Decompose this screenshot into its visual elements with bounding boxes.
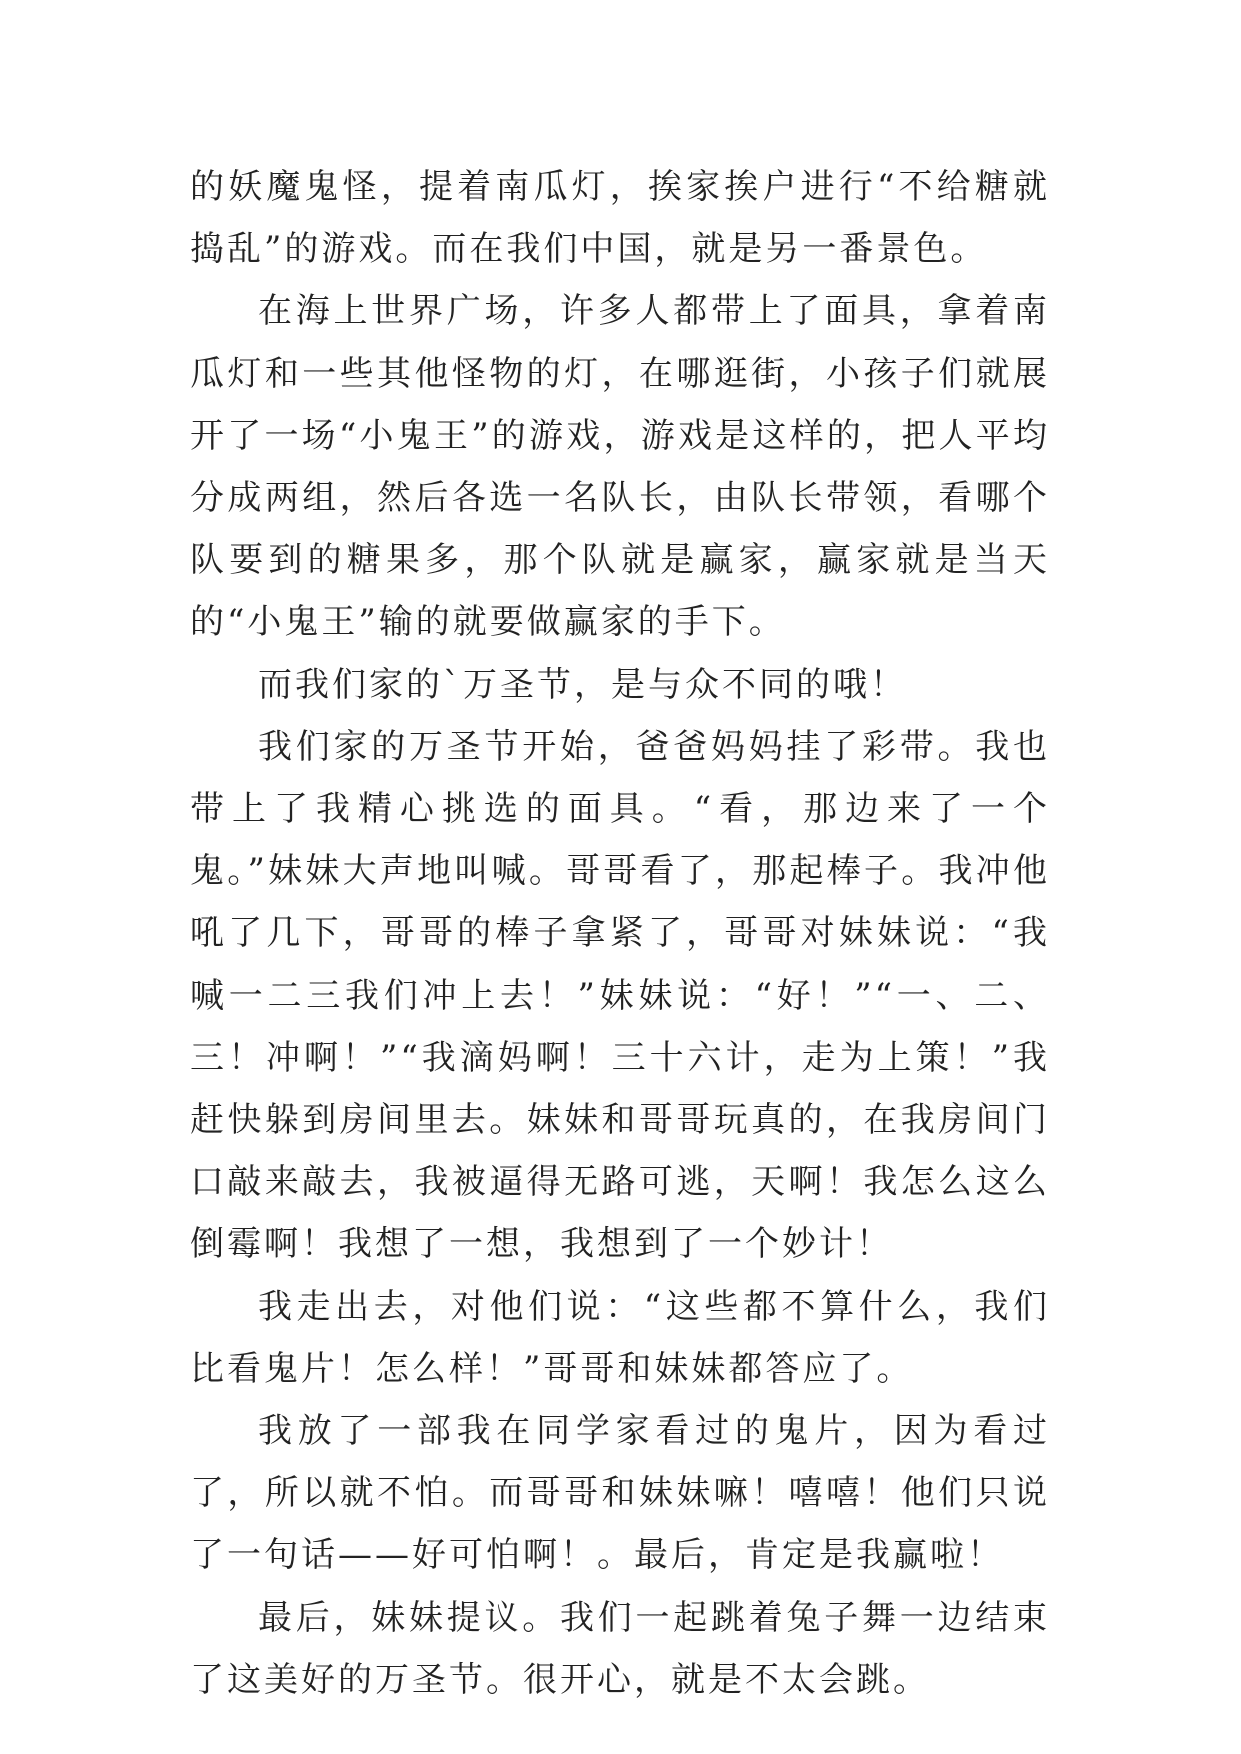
paragraph-ghost-movie: 我放了一部我在同学家看过的鬼片，因为看过了，所以就不怕。而哥哥和妹妹嘛！嘻嘻！他们只说了一句话——好可怕啊！。最后，肯定是我赢啦！ [190,1411,1050,1576]
paragraph-plaza: 在海上世界广场，许多人都带上了面具，拿着南瓜灯和一些其他怪物的灯，在哪逛街，小孩子们就展开了一场“小鬼王”的游戏，游戏是这样的，把人平均分成两组，然后各选一名队长，由队长带领，看哪个队要到的糖果多，那个队就是赢家，赢家就是当天的“小鬼王”输的就要做赢家的手下。 [190,291,1050,643]
document-body [190,156,1050,1711]
paragraph-our-halloween: 而我们家的`万圣节，是与众不同的哦！ [258,664,907,705]
paragraph-continuation: 的妖魔鬼怪，提着南瓜灯，挨家挨户进行“不给糖就捣乱”的游戏。而在我们中国，就是另一番景色。 [190,167,1050,270]
paragraph-chase: 我们家的万圣节开始，爸爸妈妈挂了彩带。我也带上了我精心挑选的面具。“看，那边来了一个鬼。”妹妹大声地叫喊。哥哥看了，那起棒子。我冲他吼了几下，哥哥的棒子拿紧了，哥哥对妹妹说：“我喊一二三我们冲上去！”妹妹说：“好！”“一、二、三！冲啊！”“我滴妈啊！三十六计，走为上策！”我赶快躲到房间里去。妹妹和哥哥玩真的，在我房间门口敲来敲去，我被逼得无路可逃，天啊！我怎么这么倒霉啊！我想了一想，我想到了一个妙计！ [190,726,1050,1265]
paragraph-ghost-movie-proposal: 我走出去，对他们说：“这些都不算什么，我们比看鬼片！怎么样！”哥哥和妹妹都答应了。 [190,1286,1050,1389]
paragraph-ending: 最后，妹妹提议。我们一起跳着兔子舞一边结束了这美好的万圣节。很开心，就是不太会跳。 [190,1597,1050,1700]
